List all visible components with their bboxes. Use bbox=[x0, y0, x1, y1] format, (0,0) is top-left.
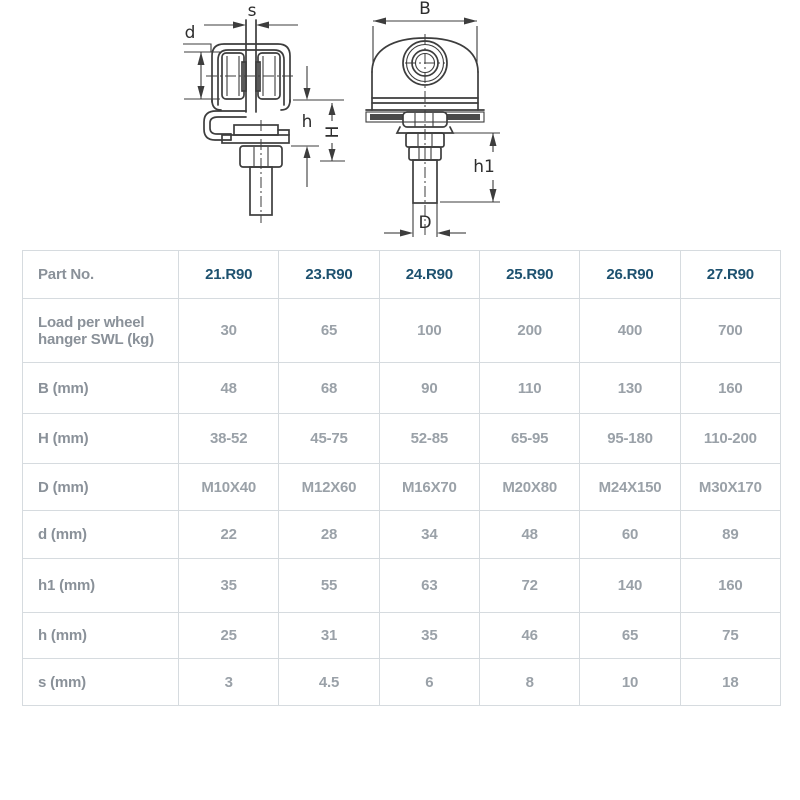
table-row bbox=[23, 464, 781, 511]
spec-value-cell: 38-52 bbox=[179, 414, 279, 464]
spec-value-cell: 400 bbox=[580, 299, 680, 363]
spec-value-cell: 68 bbox=[279, 363, 379, 414]
spec-value-cell: 75 bbox=[680, 613, 780, 659]
spec-value-cell: 700 bbox=[680, 299, 780, 363]
part-number-cell: 24.R90 bbox=[379, 251, 479, 299]
dim-label-d: d bbox=[184, 23, 196, 43]
part-number-cell: 25.R90 bbox=[479, 251, 579, 299]
spec-value-cell: M12X60 bbox=[279, 464, 379, 511]
spec-value-cell: 55 bbox=[279, 559, 379, 613]
spec-value-cell: M16X70 bbox=[379, 464, 479, 511]
spec-value-cell: 10 bbox=[580, 659, 680, 706]
table-row bbox=[23, 299, 781, 363]
row-label: d (mm) bbox=[23, 511, 179, 559]
dim-label-H: H bbox=[323, 125, 343, 139]
dimension-D bbox=[384, 213, 466, 237]
spec-value-cell: 65 bbox=[580, 613, 680, 659]
spec-value-cell: 48 bbox=[179, 363, 279, 414]
spec-value-cell: 100 bbox=[379, 299, 479, 363]
spec-value-cell: 30 bbox=[179, 299, 279, 363]
row-label: D (mm) bbox=[23, 464, 179, 511]
part-number-cell: 27.R90 bbox=[680, 251, 780, 299]
table-row bbox=[23, 659, 781, 706]
spec-value-cell: 46 bbox=[479, 613, 579, 659]
row-label: h (mm) bbox=[23, 613, 179, 659]
spec-value-cell: 3 bbox=[179, 659, 279, 706]
dimension-d bbox=[183, 23, 220, 99]
row-label: H (mm) bbox=[23, 414, 179, 464]
spec-value-cell: 140 bbox=[580, 559, 680, 613]
spec-value-cell: M24X150 bbox=[580, 464, 680, 511]
spec-value-cell: 110-200 bbox=[680, 414, 780, 464]
spec-value-cell: 200 bbox=[479, 299, 579, 363]
spec-value-cell: M30X170 bbox=[680, 464, 780, 511]
spec-value-cell: M20X80 bbox=[479, 464, 579, 511]
wheel-hanger-drawing bbox=[0, 0, 800, 245]
spec-value-cell: 130 bbox=[580, 363, 680, 414]
row-label: Load per wheel hanger SWL (kg) bbox=[23, 299, 179, 363]
spec-value-cell: 65-95 bbox=[479, 414, 579, 464]
dimension-s bbox=[204, 1, 298, 29]
table-row bbox=[23, 511, 781, 559]
table-row bbox=[23, 363, 781, 414]
dim-label-D: D bbox=[418, 213, 432, 233]
row-label: B (mm) bbox=[23, 363, 179, 414]
spec-value-cell: 90 bbox=[379, 363, 479, 414]
spec-value-cell: 89 bbox=[680, 511, 780, 559]
side-view-plate bbox=[222, 125, 289, 143]
spec-value-cell: 65 bbox=[279, 299, 379, 363]
spec-value-cell: 35 bbox=[379, 613, 479, 659]
part-number-cell: 21.R90 bbox=[179, 251, 279, 299]
spec-value-cell: 60 bbox=[580, 511, 680, 559]
spec-value-cell: 72 bbox=[479, 559, 579, 613]
dim-label-s: s bbox=[247, 1, 257, 21]
table-row bbox=[23, 613, 781, 659]
spec-value-cell: 48 bbox=[479, 511, 579, 559]
dimension-h1 bbox=[440, 133, 500, 202]
spec-value-cell: 110 bbox=[479, 363, 579, 414]
table-row bbox=[23, 414, 781, 464]
spec-value-cell: 35 bbox=[179, 559, 279, 613]
spec-value-cell: 95-180 bbox=[580, 414, 680, 464]
spec-value-cell: M10X40 bbox=[179, 464, 279, 511]
spec-value-cell: 6 bbox=[379, 659, 479, 706]
front-view-drawing bbox=[366, 0, 500, 237]
part-number-cell: 23.R90 bbox=[279, 251, 379, 299]
spec-table bbox=[22, 250, 781, 706]
table-header-row bbox=[23, 251, 781, 299]
spec-value-cell: 160 bbox=[680, 559, 780, 613]
dim-label-B: B bbox=[419, 0, 431, 19]
part-number-cell: 26.R90 bbox=[580, 251, 680, 299]
spec-value-cell: 45-75 bbox=[279, 414, 379, 464]
spec-value-cell: 52-85 bbox=[379, 414, 479, 464]
dim-label-h: h bbox=[301, 112, 313, 132]
dimension-H bbox=[320, 103, 345, 161]
dim-label-h1: h1 bbox=[473, 157, 495, 177]
row-label: h1 (mm) bbox=[23, 559, 179, 613]
spec-value-cell: 25 bbox=[179, 613, 279, 659]
spec-value-cell: 160 bbox=[680, 363, 780, 414]
spec-value-cell: 18 bbox=[680, 659, 780, 706]
col-header-part-no: Part No. bbox=[23, 251, 179, 299]
spec-value-cell: 4.5 bbox=[279, 659, 379, 706]
row-label: s (mm) bbox=[23, 659, 179, 706]
spec-value-cell: 28 bbox=[279, 511, 379, 559]
spec-value-cell: 8 bbox=[479, 659, 579, 706]
spec-value-cell: 22 bbox=[179, 511, 279, 559]
spec-value-cell: 34 bbox=[379, 511, 479, 559]
spec-value-cell: 63 bbox=[379, 559, 479, 613]
side-view-drawing bbox=[183, 1, 345, 223]
table-row bbox=[23, 559, 781, 613]
spec-value-cell: 31 bbox=[279, 613, 379, 659]
